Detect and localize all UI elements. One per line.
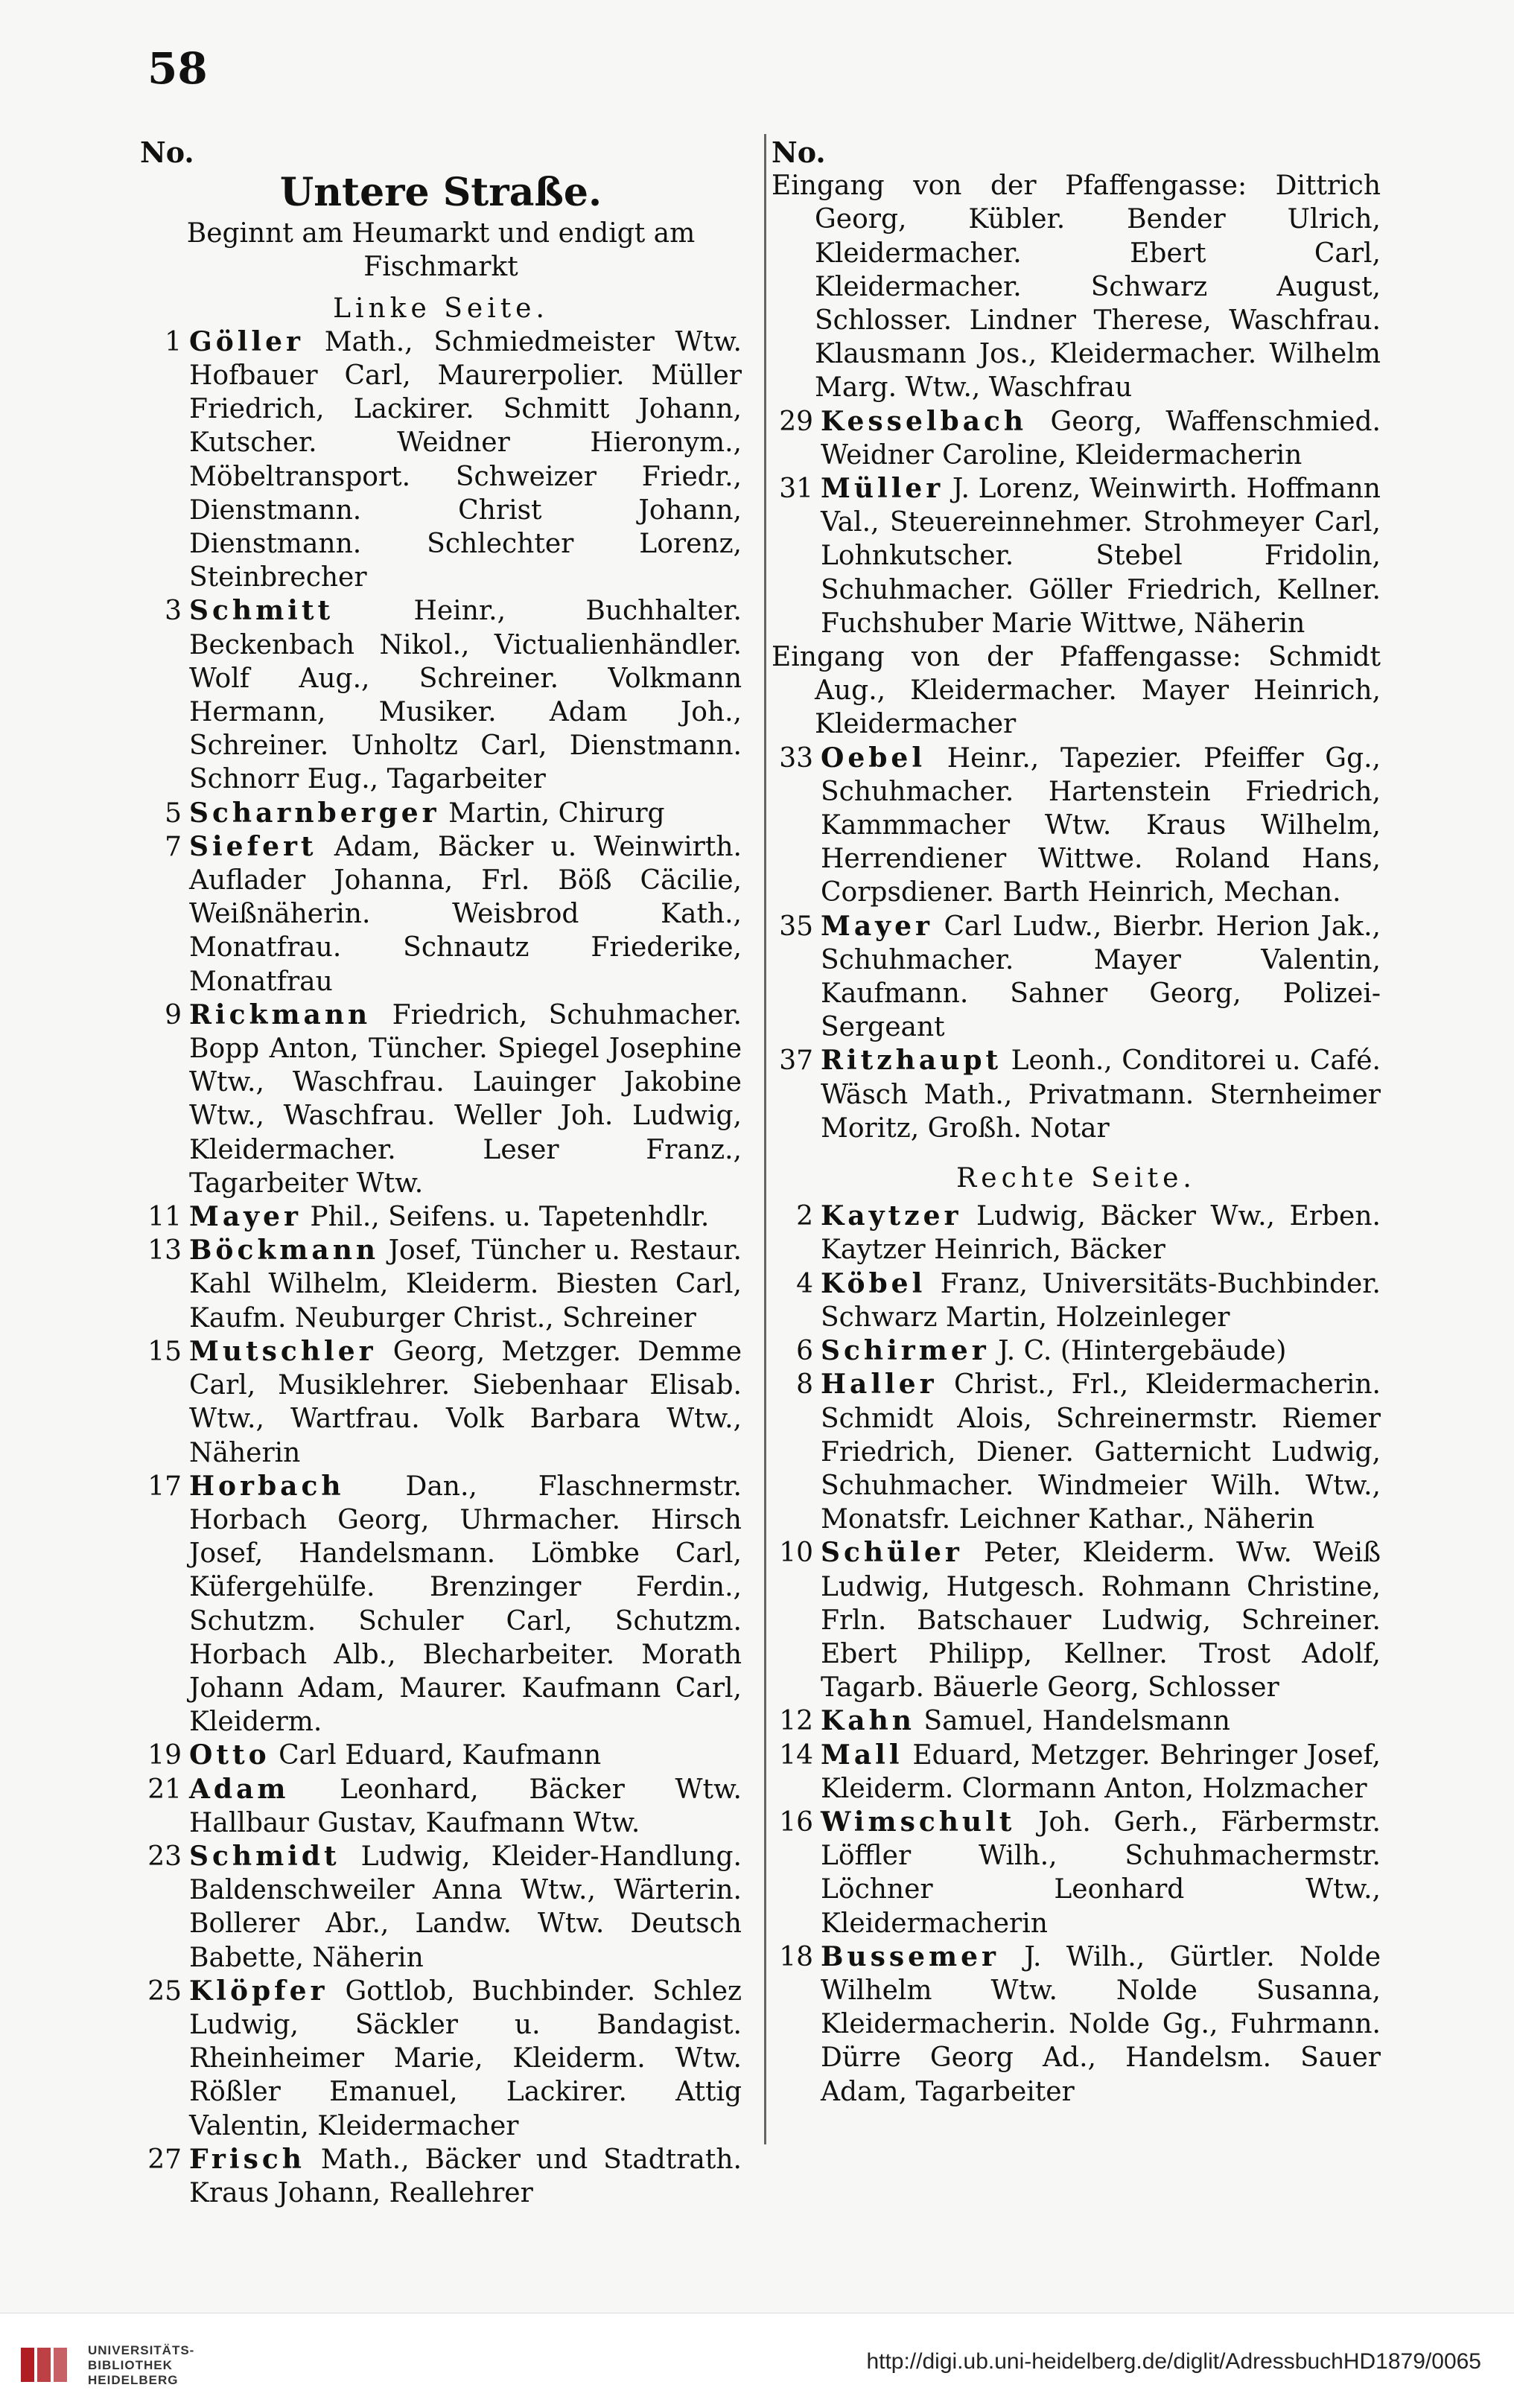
- owner-name: Müller: [821, 473, 944, 505]
- address-entry: [140, 1739, 742, 1772]
- address-entry: [140, 2143, 742, 2210]
- address-entry: [772, 1334, 1381, 1368]
- residents-text: Christ., Frl., Kleidermacherin. Schmidt Alois, Schreinermstr. Riemer Friedrich, Diener. Gatternicht Ludwig, Schuhmacher. Windmeier Wilh. Wtw., Monatsfr. Leichner Kathar., Näherin: [821, 1369, 1381, 1535]
- left-entry-list: [140, 325, 742, 2210]
- residents-text: Heinr., Tapezier. Pfeiffer Gg., Schuhmacher. Hartenstein Friedrich, Kammmacher Wtw. Kraus Wilhelm, Herrendiener Wittwe. Roland Hans, Corpsdiener. Barth Heinrich, Mechan.: [821, 742, 1381, 908]
- residents-text: Heinr., Buchhalter. Beckenbach Nikol., Victualienhändler. Wolf Aug., Schreiner. Volkmann Hermann, Musiker. Adam Joh., Schreiner. Unholtz Carl, Dienstmann. Schnorr Eug., Tagarbeiter: [189, 596, 742, 795]
- owner-name: Kahn: [821, 1705, 915, 1737]
- entrance-block-1: Eingang von der Pfaffengasse: Dittrich Georg, Kübler. Bender Ulrich, Kleidermacher. Ebert Carl, Kleidermacher. Schwarz August, Schlosser. Lindner Therese, Waschfrau. Klausmann Jos., Kleidermacher. Wilhelm Marg. Wtw., Waschfrau: [772, 171, 1381, 404]
- house-number: 33: [779, 742, 813, 774]
- residents-text: Gottlob, Buchbinder. Schlez Ludwig, Säckler u. Bandagist. Rheinheimer Marie, Kleiderm. Wtw. Rößler Emanuel, Lackirer. Attig Valentin, Kleidermacher: [189, 1975, 742, 2141]
- owner-name: Klöpfer: [189, 1975, 328, 2007]
- residents-text: Carl Eduard, Kaufmann: [270, 1740, 602, 1771]
- house-number: 16: [779, 1806, 813, 1838]
- owner-name: Mayer: [821, 910, 933, 942]
- house-number: 7: [165, 831, 182, 862]
- university-library-logo-icon: [19, 2342, 80, 2388]
- footer-bar: [0, 2313, 1514, 2408]
- owner-name: Bussemer: [821, 1940, 1000, 1972]
- side-label-right: Rechte Seite.: [956, 1163, 1196, 1194]
- address-entry: [772, 472, 1381, 640]
- owner-name: Oebel: [821, 742, 926, 774]
- right-entry-list-a: [772, 405, 1381, 640]
- address-entry: [772, 1806, 1381, 1940]
- owner-name: Kesselbach: [821, 405, 1028, 437]
- residents-text: Georg, Waffenschmied. Weidner Caroline, Kleidermacherin: [821, 406, 1381, 471]
- house-number: 12: [779, 1706, 813, 1737]
- house-number: 18: [779, 1941, 813, 1972]
- no-label-right: No.: [772, 136, 826, 169]
- address-entry: [140, 830, 742, 998]
- residents-text: J. Lorenz, Weinwirth. Hoffmann Val., Steuereinnehmer. Strohmeyer Carl, Lohnkutscher. Stebel Fridolin, Schuhmacher. Göller Friedrich, Kellner. Fuchshuber Marie Wittwe, Näherin: [821, 474, 1381, 639]
- address-entry: [140, 1200, 742, 1234]
- house-number: 8: [796, 1369, 813, 1401]
- owner-name: Rickmann: [189, 998, 372, 1031]
- house-number: 14: [779, 1739, 813, 1771]
- owner-name: Horbach: [189, 1470, 345, 1502]
- right-entry-list-b: [772, 742, 1381, 1145]
- house-number: 15: [147, 1336, 182, 1367]
- house-number: 25: [147, 1975, 182, 2007]
- owner-name: Siefert: [189, 830, 317, 862]
- owner-name: Schirmer: [821, 1335, 990, 1367]
- address-entry: [140, 1234, 742, 1335]
- residents-text: Phil., Seifens. u. Tapetenhdlr.: [301, 1202, 710, 1233]
- owner-name: Frisch: [189, 2143, 305, 2175]
- owner-name: Göller: [189, 325, 304, 357]
- address-entry: [772, 1044, 1381, 1145]
- institution-line-1: UNIVERSITÄTS-: [88, 2343, 195, 2357]
- house-number: 23: [147, 1841, 182, 1872]
- owner-name: Köbel: [821, 1267, 926, 1299]
- right-entry-list-c: [772, 1200, 1381, 2108]
- address-entry: [140, 1975, 742, 2143]
- street-intro: Beginnt am Heumarkt und endigt am Fischmarkt: [186, 218, 696, 283]
- address-entry: [772, 1704, 1381, 1738]
- address-entry: [772, 1739, 1381, 1806]
- address-entry: [140, 1840, 742, 1975]
- house-number: 37: [779, 1045, 813, 1077]
- right-column: [772, 136, 1381, 2109]
- owner-name: Ritzhaupt: [821, 1045, 1002, 1077]
- house-number: 31: [779, 474, 813, 505]
- address-entry: [140, 998, 742, 1200]
- house-number: 10: [779, 1538, 813, 1569]
- owner-name: Wimschult: [821, 1806, 1016, 1838]
- page-number: 58: [147, 43, 208, 94]
- house-number: 6: [796, 1336, 813, 1367]
- left-column: [140, 136, 742, 2210]
- owner-name: Kaytzer: [821, 1200, 962, 1232]
- address-entry: [140, 1335, 742, 1470]
- owner-name: Schmidt: [189, 1840, 340, 1872]
- residents-text: Ludwig, Bäcker Ww., Erben. Kaytzer Heinrich, Bäcker: [821, 1201, 1381, 1266]
- street-title: Untere Straße.: [279, 170, 602, 216]
- owner-name: Otto: [189, 1739, 270, 1771]
- side-label-left: Linke Seite.: [333, 293, 549, 324]
- house-number: 4: [796, 1268, 813, 1299]
- house-number: 21: [147, 1774, 182, 1805]
- address-entry: [140, 797, 742, 830]
- column-divider: [764, 134, 766, 2144]
- owner-name: Mutschler: [189, 1335, 377, 1367]
- residents-text: Samuel, Handelsmann: [915, 1706, 1230, 1737]
- owner-name: Scharnberger: [189, 797, 440, 829]
- residents-text: Leonh., Conditorei u. Café. Wäsch Math., Privatmann. Sternheimer Moritz, Großh. Notar: [821, 1045, 1381, 1144]
- house-number: 17: [147, 1471, 182, 1502]
- residents-text: Friedrich, Schuhmacher. Bopp Anton, Tüncher. Spiegel Josephine Wtw., Waschfrau. Lauinger Jakobine Wtw., Waschfrau. Weller Joh. Ludwig, Kleidermacher. Leser Franz., Tagarbeiter Wtw.: [189, 999, 742, 1199]
- owner-name: Mall: [821, 1739, 903, 1771]
- entrance-block-2: Eingang von der Pfaffengasse: Schmidt Aug., Kleidermacher. Mayer Heinrich, Kleidermacher: [772, 642, 1381, 740]
- institution-name: [88, 2343, 194, 2388]
- address-entry: [772, 1940, 1381, 2109]
- residents-text: Joh. Gerh., Färbermstr. Löffler Wilh., Schuhmachermstr. Löchner Leonhard Wtw., Kleidermacherin: [821, 1806, 1381, 1939]
- house-number: 19: [147, 1740, 182, 1771]
- residents-text: Franz, Universitäts-Buchbinder. Schwarz Martin, Holzeinleger: [821, 1268, 1381, 1333]
- address-entry: [772, 742, 1381, 910]
- owner-name: Schmitt: [189, 595, 334, 627]
- address-entry: [140, 1773, 742, 1840]
- house-number: 27: [147, 2144, 182, 2175]
- house-number: 3: [165, 596, 182, 627]
- owner-name: Mayer: [189, 1201, 302, 1233]
- address-entry: [772, 405, 1381, 472]
- owner-name: Schüler: [821, 1537, 963, 1569]
- institution-line-3: HEIDELBERG: [88, 2373, 179, 2387]
- address-entry: [140, 1470, 742, 1739]
- address-entry: [772, 1267, 1381, 1334]
- house-number: 35: [779, 911, 813, 942]
- house-number: 11: [147, 1202, 182, 1233]
- residents-text: Dan., Flaschnermstr. Horbach Georg, Uhrmacher. Hirsch Josef, Handelsmann. Lömbke Carl, Küfergehülfe. Brenzinger Ferdin., Schutzm. Schuler Carl, Schutzm. Horbach Alb., Blecharbeiter. Morath Johann Adam, Maurer. Kaufmann Carl, Kleiderm.: [189, 1471, 742, 1738]
- residents-text: Martin, Chirurg: [439, 797, 665, 829]
- house-number: 29: [779, 406, 813, 437]
- owner-name: Haller: [821, 1369, 938, 1401]
- house-number: 1: [165, 326, 182, 357]
- address-entry: [140, 594, 742, 796]
- no-label: No.: [140, 136, 194, 169]
- owner-name: Böckmann: [189, 1235, 380, 1267]
- residents-text: J. Wilh., Gürtler. Nolde Wilhelm Wtw. Nolde Susanna, Kleidermacherin. Nolde Gg., Fuhrmann. Dürre Georg Ad., Handelsm. Sauer Adam, Tagarbeiter: [821, 1941, 1381, 2107]
- residents-text: Ludwig, Kleider-Handlung. Baldenschweiler Anna Wtw., Wärterin. Bollerer Abr., Landw. Wtw. Deutsch Babette, Näherin: [189, 1841, 742, 1973]
- residents-text: Carl Ludw., Bierbr. Herion Jak., Schuhmacher. Mayer Valentin, Kaufmann. Sahner Georg, Polizei-Sergeant: [821, 911, 1381, 1043]
- residents-text: Eduard, Metzger. Behringer Josef, Kleiderm. Clormann Anton, Holzmacher: [821, 1739, 1381, 1804]
- address-entry: [772, 1200, 1381, 1267]
- house-number: 9: [165, 999, 182, 1031]
- source-url-link[interactable]: http://digi.ub.uni-heidelberg.de/diglit/AdressbuchHD1879/0065: [866, 2349, 1481, 2374]
- address-entry: [140, 325, 742, 595]
- address-entry: [772, 910, 1381, 1045]
- residents-text: Math., Bäcker und Stadtrath. Kraus Johann, Reallehrer: [189, 2144, 742, 2208]
- house-number: 2: [796, 1201, 813, 1232]
- institution-line-2: BIBLIOTHEK: [88, 2358, 173, 2372]
- house-number: 13: [147, 1235, 182, 1267]
- residents-text: Adam, Bäcker u. Weinwirth. Auflader Johanna, Frl. Böß Cäcilie, Weißnäherin. Weisbrod Kath., Monatfrau. Schnautz Friederike, Monatfrau: [189, 831, 742, 997]
- residents-text: Josef, Tüncher u. Restaur. Kahl Wilhelm, Kleiderm. Biesten Carl, Kaufm. Neuburger Christ., Schreiner: [189, 1235, 742, 1334]
- residents-text: Math., Schmiedmeister Wtw. Hofbauer Carl, Maurerpolier. Müller Friedrich, Lackirer. Schmitt Johann, Kutscher. Weidner Hieronym., Möbeltransport. Schweizer Friedr., Dienstmann. Christ Johann, Dienstmann. Schlechter Lorenz, Steinbrecher: [189, 326, 742, 593]
- residents-text: Leonhard, Bäcker Wtw. Hallbaur Gustav, Kaufmann Wtw.: [189, 1774, 742, 1838]
- address-entry: [772, 1368, 1381, 1536]
- residents-text: Peter, Kleiderm. Ww. Weiß Ludwig, Hutgesch. Rohmann Christine, Frln. Batschauer Ludwig, Schreiner. Ebert Philipp, Kellner. Trost Adolf, Tagarb. Bäuerle Georg, Schlosser: [821, 1538, 1381, 1704]
- residents-text: J. C. (Hintergebäude): [989, 1336, 1287, 1367]
- residents-text: Georg, Metzger. Demme Carl, Musiklehrer. Siebenhaar Elisab. Wtw., Wartfrau. Volk Barbara Wtw., Näherin: [189, 1336, 742, 1468]
- owner-name: Adam: [189, 1773, 290, 1805]
- address-entry: [772, 1536, 1381, 1704]
- house-number: 5: [165, 797, 182, 829]
